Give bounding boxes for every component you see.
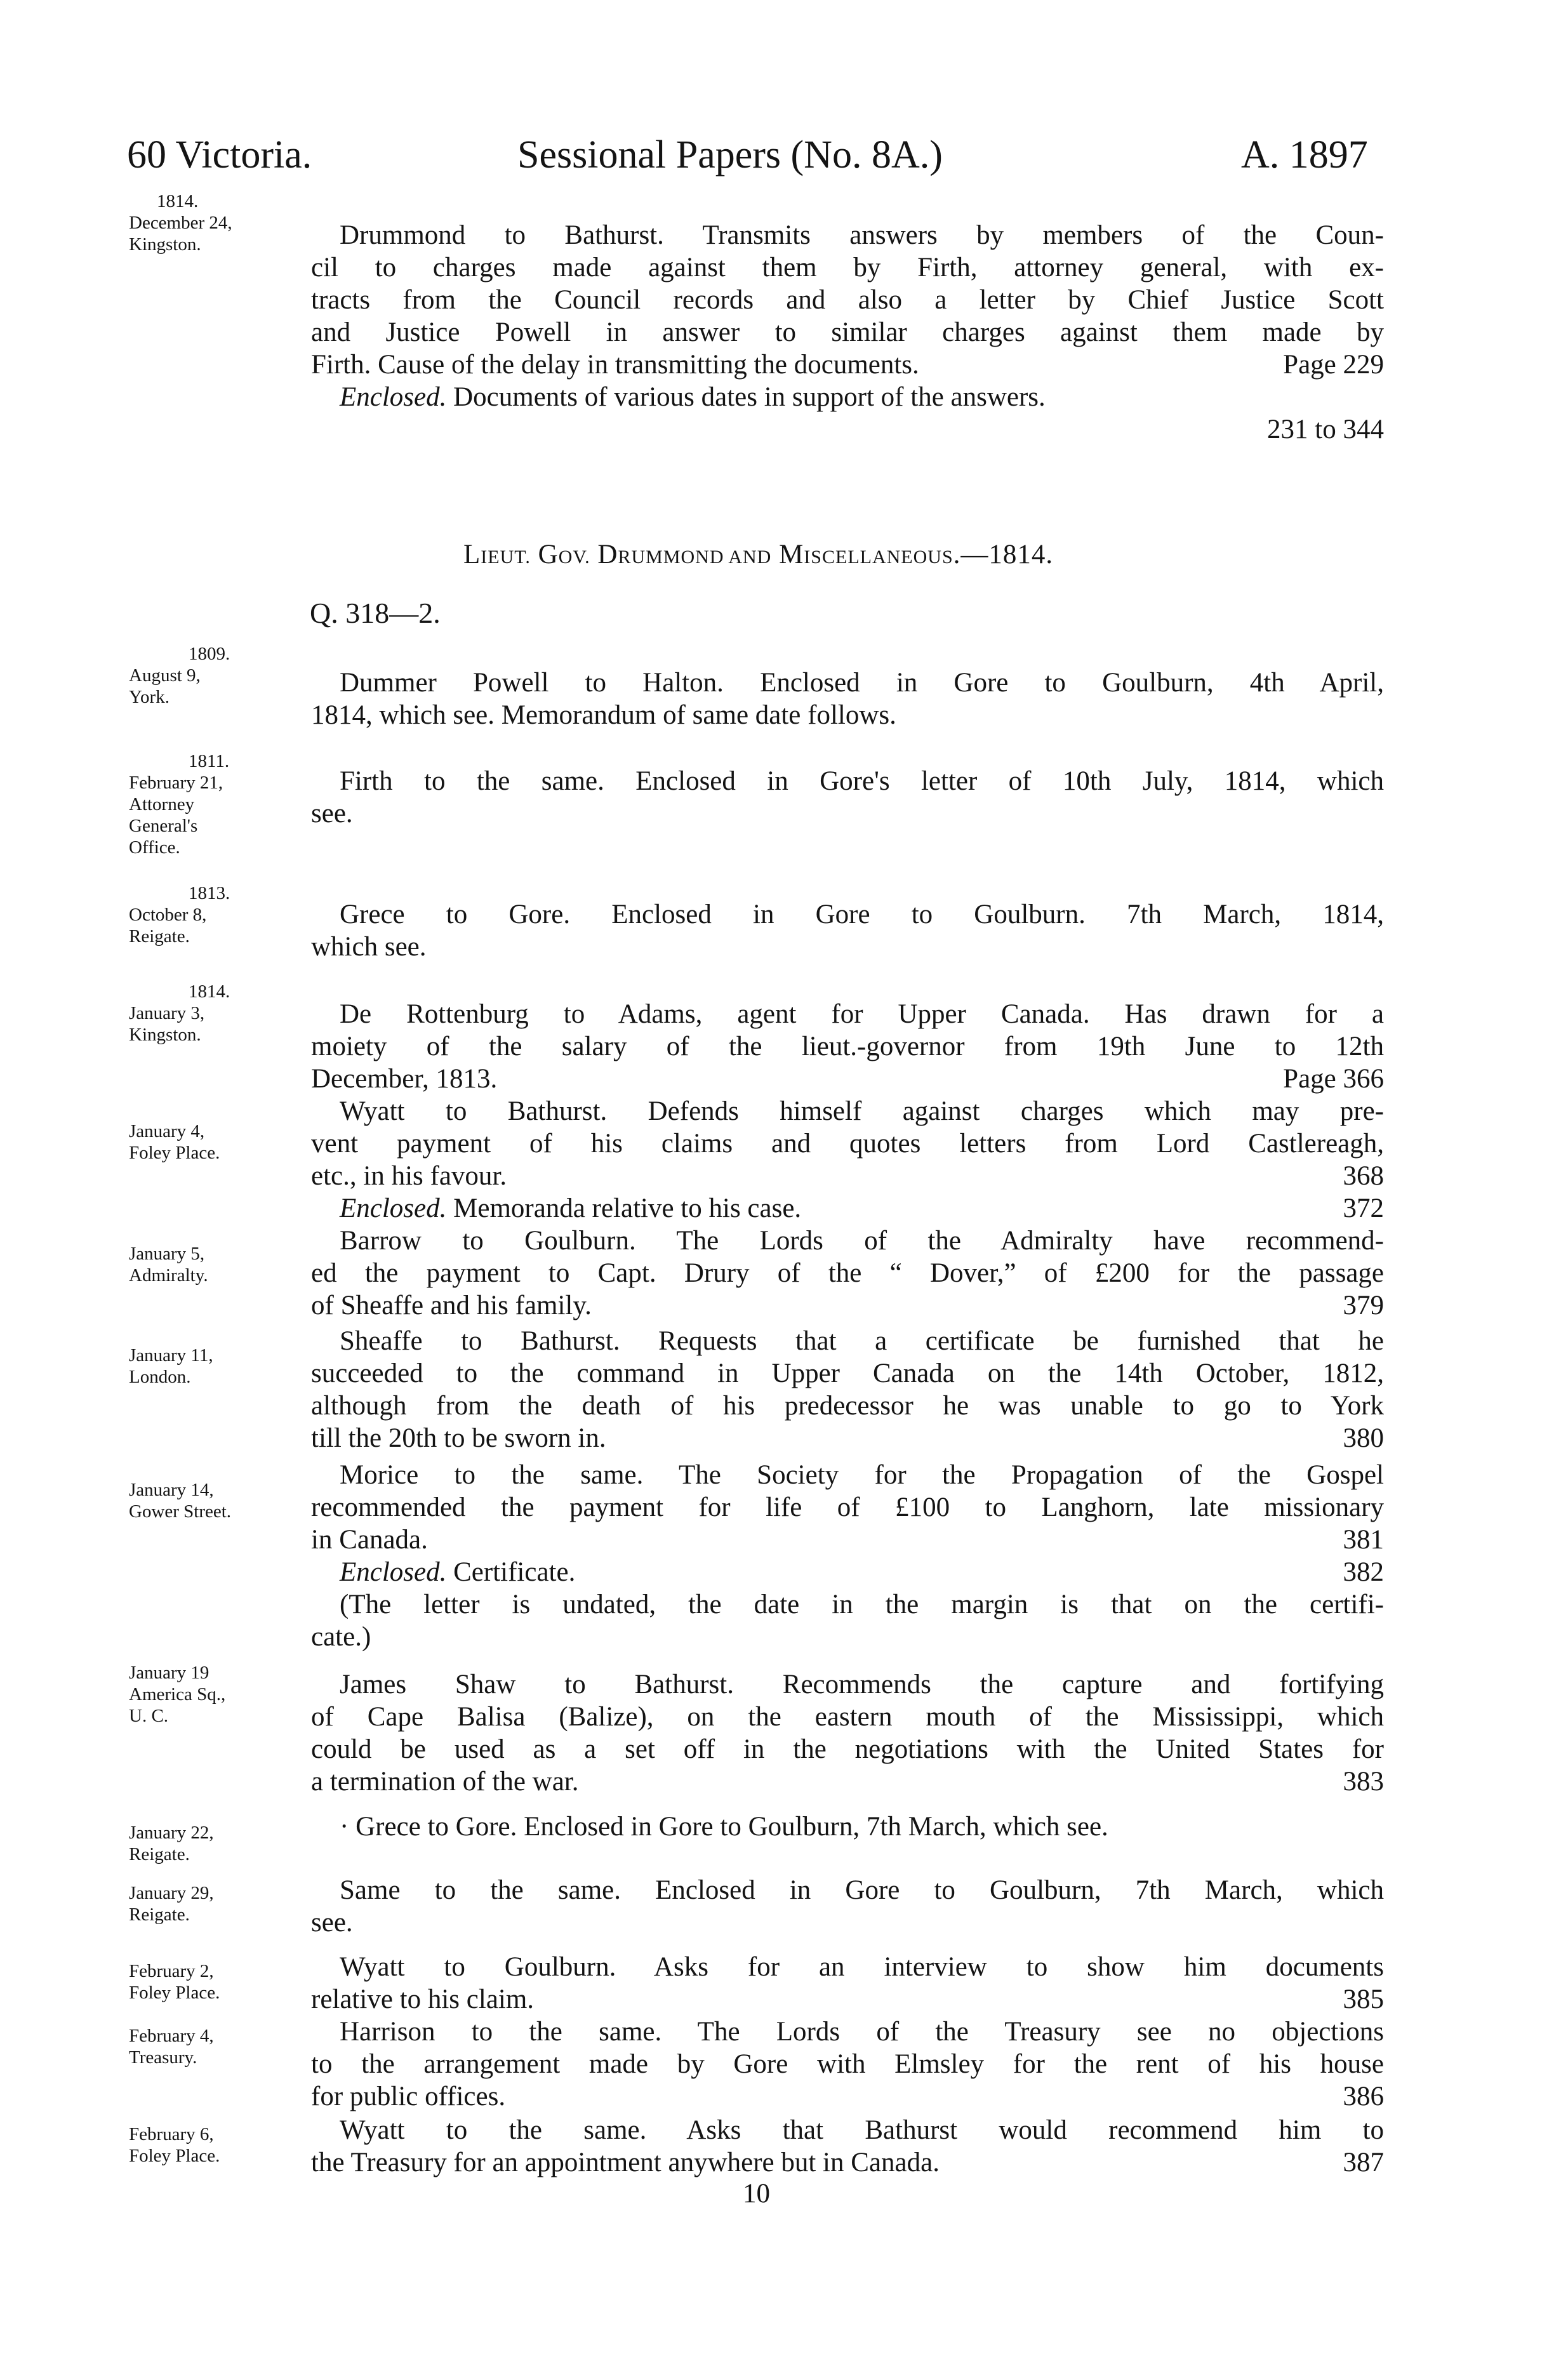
margin-date-entry-2: 1811. February 21, Attorney General's Office. bbox=[129, 751, 230, 858]
entry-6: Barrow to Goulburn. The Lords of the Admiralty have recommend- ed the payment to Capt. Drury of the “ Dover,” of £200 for the passage of Sheaffe and his family. 379 bbox=[311, 1226, 1384, 1320]
page-ref: 380 bbox=[1343, 1423, 1384, 1453]
margin-date-entry-8: January 14, Gower Street. bbox=[129, 1480, 232, 1522]
entry-3: Grece to Gore. Enclosed in Gore to Goulburn. 7th March, 1814, which see. bbox=[311, 900, 1384, 962]
margin-date-entry-4: 1814. January 3, Kingston. bbox=[129, 981, 230, 1045]
enclosed-label: Enclosed. bbox=[340, 1193, 447, 1223]
entry-5: Wyatt to Bathurst. Defends himself against charges which may pre- vent payment of his claims and quotes letters from Lord Castlereagh, etc., in his favour. 368 Enclosed. Memoranda relative to his case. 372 bbox=[311, 1096, 1384, 1223]
margin-date-entry-11: January 29, Reigate. bbox=[129, 1883, 214, 1925]
margin-date-entry-14: February 6, Foley Place. bbox=[129, 2124, 220, 2166]
entry-7: Sheaffe to Bathurst. Requests that a certificate be furnished that he succeeded to the command in Upper Canada on the 14th October, 1812, although from the death of his predecessor he was unable to go to York till the 20th to be sworn in. 380 bbox=[311, 1326, 1384, 1453]
entry-9: James Shaw to Bathurst. Recommends the capture and fortifying of Cape Balisa (Balize), on the eastern mouth of the Mississippi, which could be used as a set off in the negotiations with the United States for a termination of the war. 383 bbox=[311, 1670, 1384, 1797]
entry-4: De Rottenburg to Adams, agent for Upper Canada. Has drawn for a moiety of the salary of the lieut.-governor from 19th June to 12th December, 1813. Page 366 bbox=[311, 999, 1384, 1094]
page-ref: 385 bbox=[1343, 1984, 1384, 2014]
entry-10: · Grece to Gore. Enclosed in Gore to Goulburn, 7th March, which see. bbox=[340, 1812, 1108, 1842]
page-ref: 231 to 344 bbox=[1267, 415, 1384, 444]
page-ref: Page 366 bbox=[1283, 1064, 1384, 1094]
page-number: 10 bbox=[743, 2179, 770, 2209]
margin-date-entry-7: January 11, London. bbox=[129, 1345, 213, 1387]
page-ref: 372 bbox=[1343, 1193, 1384, 1223]
margin-date-entry-9: January 19 America Sq., U. C. bbox=[129, 1663, 226, 1726]
header-volume: 60 Victoria. bbox=[127, 133, 312, 176]
margin-date-entry-1: 1809. August 9, York. bbox=[129, 644, 230, 707]
entry-2: Firth to the same. Enclosed in Gore's letter of 10th July, 1814, which see. bbox=[311, 766, 1384, 828]
page-ref: Page 229 bbox=[1283, 350, 1384, 380]
section-title: LIEUT. GOV. DRUMMOND AND MISCELLANEOUS.—1814. bbox=[463, 540, 1054, 569]
entry-1: Dummer Powell to Halton. Enclosed in Gore to Goulburn, 4th April, 1814, which see. Memorandum of same date follows. bbox=[311, 668, 1384, 730]
margin-date-entry-3: 1813. October 8, Reigate. bbox=[129, 883, 230, 947]
margin-date-entry-6: January 5, Admiralty. bbox=[129, 1244, 208, 1286]
page-ref: 379 bbox=[1343, 1291, 1384, 1320]
margin-date-entry-13: February 4, Treasury. bbox=[129, 2026, 214, 2068]
page-ref: 383 bbox=[1343, 1767, 1384, 1797]
page-ref: 381 bbox=[1343, 1525, 1384, 1555]
enclosed-label: Enclosed. bbox=[340, 1557, 447, 1587]
entry-11: Same to the same. Enclosed in Gore to Goulburn, 7th March, which see. bbox=[311, 1875, 1384, 1937]
entry-14: Wyatt to the same. Asks that Bathurst would recommend him to the Treasury for an appointment anywhere but in Canada. 387 bbox=[311, 2115, 1384, 2177]
page-ref: 368 bbox=[1343, 1161, 1384, 1191]
page-ref: 382 bbox=[1343, 1557, 1384, 1587]
enclosed-label: Enclosed. bbox=[340, 382, 447, 412]
header-year: A. 1897 bbox=[1241, 133, 1368, 176]
header-sessional-papers: Sessional Papers (No. 8A.) bbox=[517, 133, 943, 176]
entry-12: Wyatt to Goulburn. Asks for an interview to show him documents relative to his claim. 385 bbox=[311, 1952, 1384, 2014]
entry-13: Harrison to the same. The Lords of the Treasury see no objections to the arrangement made by Gore with Elmsley for the rent of his house for public offices. 386 bbox=[311, 2017, 1384, 2111]
page-ref: 387 bbox=[1343, 2148, 1384, 2177]
margin-date-entry-12: February 2, Foley Place. bbox=[129, 1961, 220, 2003]
margin-date-entry-10: January 22, Reigate. bbox=[129, 1823, 214, 1864]
margin-date-entry-5: January 4, Foley Place. bbox=[129, 1121, 220, 1163]
entry-0: Drummond to Bathurst. Transmits answers by members of the Coun- cil to charges made against them by Firth, attorney general, with ex- tracts from the Council records and also a letter by Chief Justice Scott and Justice Powell in answer to similar charges against them made by Firth. Cause of the delay in transmitting the documents. Page 229 Enclosed. Documents of various dates in support of the answers. 231 to 344 bbox=[311, 220, 1384, 444]
page-ref: 386 bbox=[1343, 2082, 1384, 2111]
volume-reference: Q. 318—2. bbox=[310, 597, 441, 629]
entry-8: Morice to the same. The Society for the Propagation of the Gospel recommended the payment for life of £100 to Langhorn, late missionary in Canada. 381 Enclosed. Certificate. 382 (The letter is undated, the date in the margin is that on the certifi- cate.) bbox=[311, 1460, 1384, 1652]
margin-date-entry-0: 1814. December 24, Kingston. bbox=[129, 191, 232, 255]
